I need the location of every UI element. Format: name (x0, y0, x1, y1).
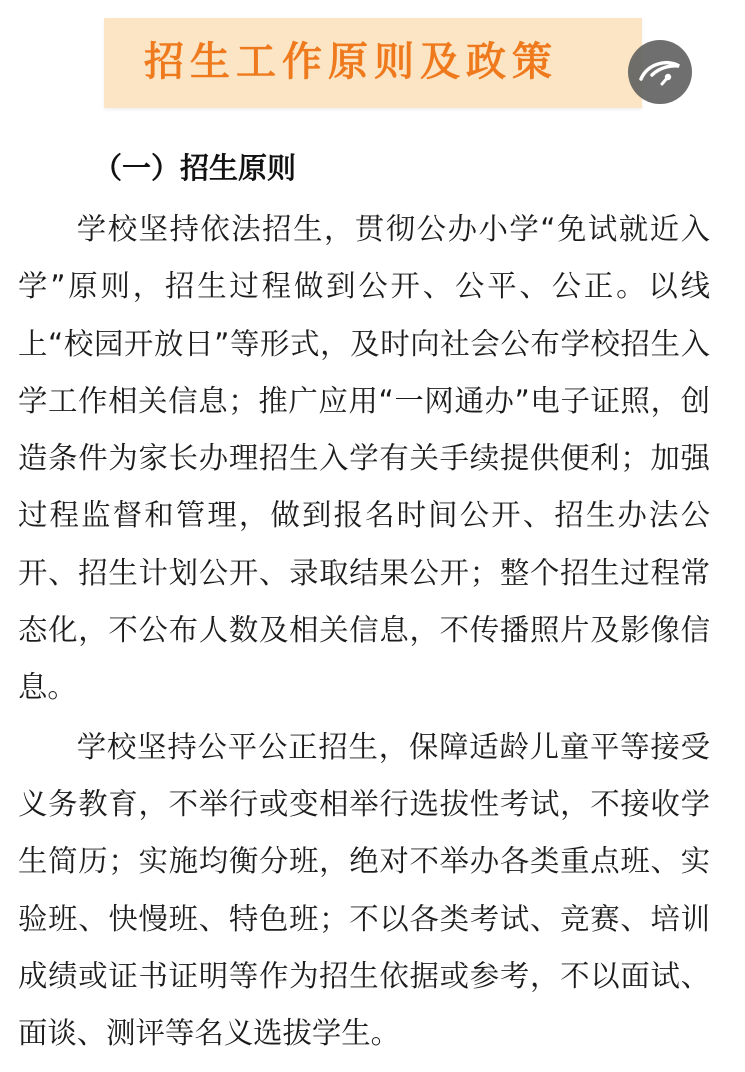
paragraph-2: 学校坚持公平公正招生，保障适龄儿童平等接受义务教育，不举行或变相举行选拔性考试，不接收学生简历；实施均衡分班，绝对不举办各类重点班、实验班、快慢班、特色班；不以各类考试、竞赛、培训成绩或证书证明等作为招生依据或参考，不以面试、面谈、测评等名义选拔学生。 (18, 729, 710, 1051)
title-banner (104, 18, 642, 108)
section-heading: （一）招生原则 (93, 151, 297, 185)
audio-play-icon (638, 57, 682, 87)
banner-title: 招生工作原则及政策 (144, 39, 558, 85)
body-text (18, 201, 710, 1064)
paragraph-1: 学校坚持依法招生，贯彻公办小学“免试就近入学”原则，招生过程做到公开、公平、公正。以线上“校园开放日”等形式，及时向社会公布学校招生入学工作相关信息；推广应用“一网通办”电子证照，创造条件为家长办理招生入学有关手续提供便利；加强过程监督和管理，做到报名时间公开、招生办法公开、招生计划公开、录取结果公开；整个招生过程常态化，不公布人数及相关信息，不传播照片及影像信息。 (18, 212, 710, 705)
audio-play-button[interactable] (628, 40, 692, 104)
